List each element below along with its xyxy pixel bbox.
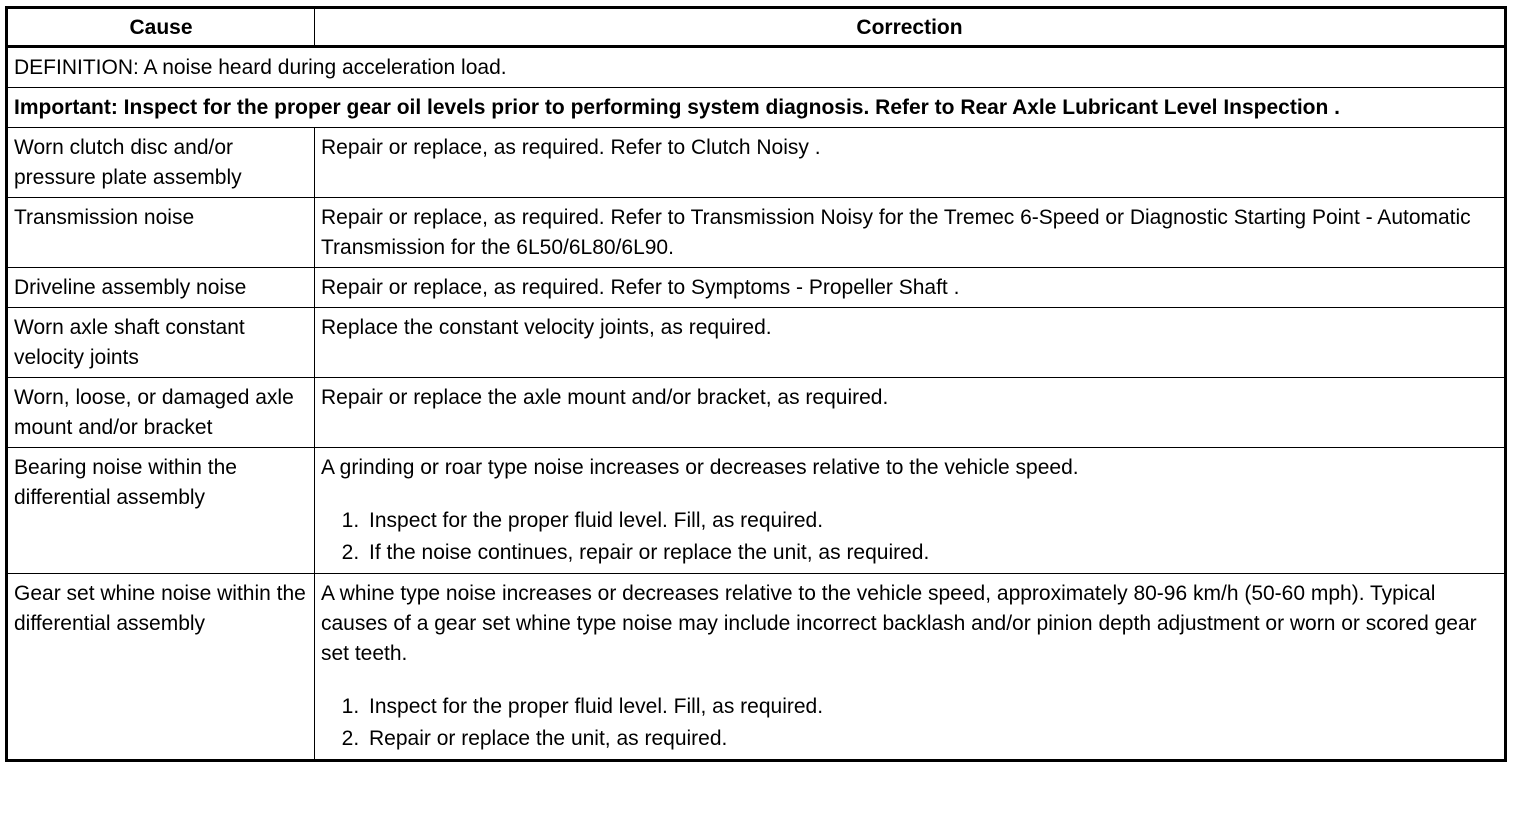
cause-cell: Bearing noise within the differential assembly [7, 448, 315, 574]
correction-cell: Repair or replace the axle mount and/or bracket, as required. [315, 378, 1506, 448]
correction-cell: Replace the constant velocity joints, as required. [315, 308, 1506, 378]
table-row [7, 448, 1506, 574]
table-row [7, 378, 1506, 448]
cause-cell: Worn axle shaft constant velocity joints [7, 308, 315, 378]
step-item: 1. Inspect for the proper fluid level. Fill, as required. [365, 691, 1498, 723]
important-row [7, 88, 1506, 128]
step-item: 1. Inspect for the proper fluid level. Fill, as required. [365, 505, 1498, 537]
cause-cell: Gear set whine noise within the differential assembly [7, 574, 315, 761]
header-row [7, 8, 1506, 47]
cause-cell: Driveline assembly noise [7, 268, 315, 308]
step-item: 2. If the noise continues, repair or replace the unit, as required. [365, 537, 1498, 569]
step-item: 2. Repair or replace the unit, as required. [365, 723, 1498, 755]
table-row [7, 198, 1506, 268]
correction-steps [321, 691, 1498, 755]
correction-column-header: Correction [315, 8, 1506, 47]
important-note: Important: Inspect for the proper gear oil levels prior to performing system diagnosis. Refer to Rear Axle Lubricant Level Inspection . [7, 88, 1506, 128]
cause-cell: Transmission noise [7, 198, 315, 268]
correction-cell: Repair or replace, as required. Refer to Clutch Noisy . [315, 128, 1506, 198]
diagnosis-table [5, 6, 1507, 762]
definition-row [7, 47, 1506, 88]
correction-cell [315, 574, 1506, 761]
correction-description: A whine type noise increases or decreases relative to the vehicle speed, approximately 80-96 km/h (50-60 mph). Typical causes of a gear set whine type noise may include incorrect backlash and/or pinion depth adjustment or worn or scored gear set teeth. [321, 582, 1477, 665]
table-row [7, 308, 1506, 378]
correction-cell: Repair or replace, as required. Refer to Symptoms - Propeller Shaft . [315, 268, 1506, 308]
correction-description: A grinding or roar type noise increases or decreases relative to the vehicle speed. [321, 456, 1079, 479]
table-row [7, 128, 1506, 198]
table-row [7, 268, 1506, 308]
definition-text: DEFINITION: A noise heard during acceleration load. [7, 47, 1506, 88]
cause-cell: Worn, loose, or damaged axle mount and/or bracket [7, 378, 315, 448]
table-row [7, 574, 1506, 761]
correction-cell [315, 448, 1506, 574]
cause-cell: Worn clutch disc and/or pressure plate assembly [7, 128, 315, 198]
correction-cell: Repair or replace, as required. Refer to Transmission Noisy for the Tremec 6-Speed or Diagnostic Starting Point - Automatic Transmission for the 6L50/6L80/6L90. [315, 198, 1506, 268]
cause-column-header: Cause [7, 8, 315, 47]
correction-steps [321, 505, 1498, 569]
